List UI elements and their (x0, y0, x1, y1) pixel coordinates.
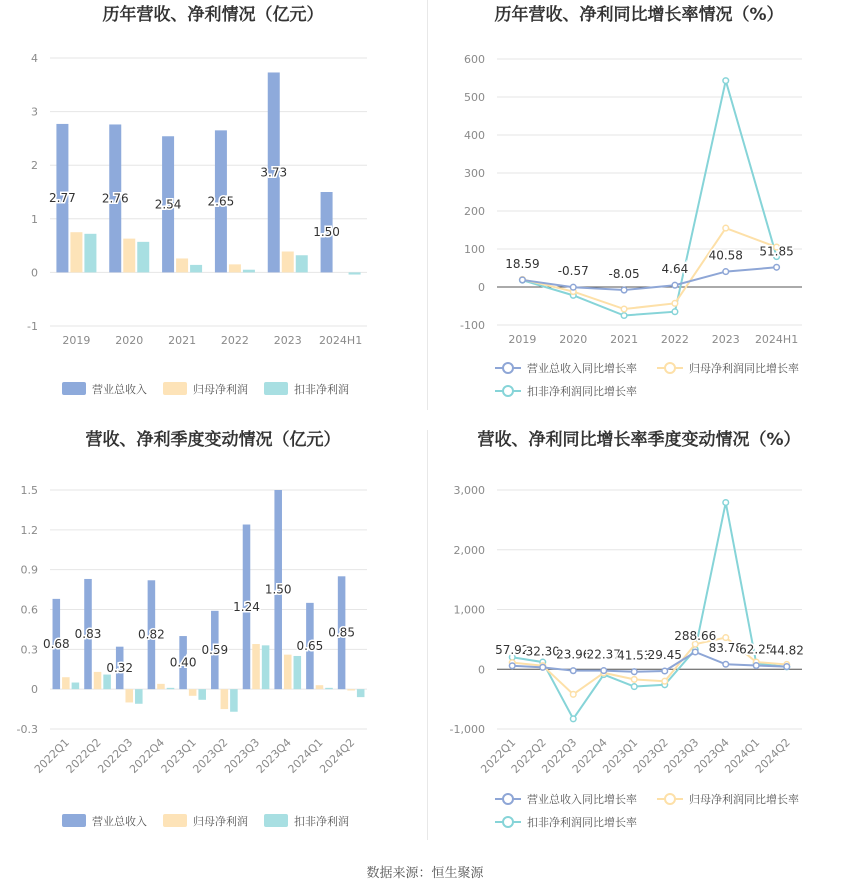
bar-net-profit (70, 232, 82, 272)
x-tick-label: 2019 (62, 334, 91, 347)
data-label: 3.73 (260, 165, 288, 180)
legend-marker (665, 363, 675, 373)
x-tick-label: 2023Q2 (630, 735, 671, 776)
data-label: 2.77 (49, 191, 76, 206)
point-net-profit-growth (570, 692, 576, 698)
y-tick-label: -100 (460, 319, 485, 332)
y-tick-label: 1.2 (20, 523, 38, 537)
y-tick-label: -1,000 (449, 723, 485, 736)
legend-label: 归母净利润 (193, 815, 248, 828)
point-revenue-growth (753, 663, 759, 669)
x-tick-label: 2022Q2 (508, 735, 549, 776)
x-tick-label: 2022 (220, 334, 249, 347)
x-tick-label: 2024Q1 (285, 735, 326, 776)
data-label: 1.50 (313, 225, 340, 240)
legend-swatch (62, 382, 86, 395)
point-revenue-growth (692, 649, 698, 655)
y-tick-label: 4 (31, 52, 38, 65)
bar-net-profit (94, 672, 102, 689)
x-tick-label: 2023Q3 (222, 735, 263, 776)
bar-net-profit (176, 258, 188, 272)
data-label: 0.59 (201, 642, 229, 657)
point-revenue-growth (774, 264, 780, 270)
data-label: 32.30 (525, 644, 560, 659)
x-tick-label: 2021 (610, 333, 639, 346)
data-label: 2.65 (207, 194, 235, 209)
legend-label: 营业总收入同比增长率 (527, 793, 637, 806)
data-label: 57.92 (495, 642, 530, 657)
x-tick-label: 2022 (660, 333, 689, 346)
x-tick-label: 2022Q1 (478, 735, 519, 776)
data-label: 0.83 (74, 627, 102, 642)
data-label: 1.50 (264, 582, 292, 597)
point-revenue-growth (723, 269, 729, 275)
point-deducted-profit-growth (672, 309, 678, 315)
legend-label: 扣非净利润 (294, 383, 349, 396)
point-deducted-profit-growth (570, 716, 576, 722)
y-tick-label: 3 (31, 105, 38, 119)
data-label: 0.65 (296, 639, 324, 654)
bar-net-profit (229, 264, 241, 272)
bar-deducted-profit (135, 689, 143, 704)
legend-marker (503, 817, 513, 827)
bar-net-profit (62, 677, 70, 689)
point-deducted-profit-growth (621, 313, 627, 319)
point-revenue-growth (723, 661, 729, 667)
bar-net-profit (252, 644, 260, 689)
x-tick-label: 2022Q3 (95, 735, 136, 776)
data-label: 0.85 (328, 625, 355, 640)
point-net-profit-growth (621, 306, 627, 312)
x-tick-label: 2023Q4 (691, 735, 732, 776)
x-tick-label: 2023Q1 (600, 735, 641, 776)
point-revenue-growth (631, 669, 637, 675)
point-deducted-profit-growth (631, 684, 637, 690)
x-tick-label: 2019 (508, 333, 537, 346)
legend-label: 扣非净利润同比增长率 (527, 385, 637, 398)
bar-deducted-profit (294, 656, 302, 689)
legend-label: 营业总收入同比增长率 (527, 362, 637, 375)
series-line-deducted-profit-growth (512, 503, 787, 719)
x-tick-label: 2020 (559, 333, 588, 346)
x-tick-label: 2022Q1 (31, 735, 72, 776)
data-label: 44.82 (769, 643, 804, 658)
point-net-profit-growth (723, 635, 729, 641)
bar-deducted-profit (72, 683, 80, 690)
bar-deducted-profit (243, 270, 255, 273)
x-tick-label: 2023Q2 (190, 735, 231, 776)
quarterly-growth-rate-chart (425, 425, 850, 845)
legend-marker (503, 386, 513, 396)
bar-net-profit (221, 689, 229, 709)
point-revenue-growth (570, 668, 576, 674)
data-label: -8.05 (608, 267, 640, 282)
x-tick-label: 2024Q2 (317, 735, 358, 776)
bar-net-profit (125, 689, 133, 702)
point-revenue-growth (672, 282, 678, 288)
bar-deducted-profit (190, 265, 202, 273)
legend-label: 扣非净利润 (294, 815, 349, 828)
legend-swatch (163, 814, 187, 827)
x-tick-label: 2023Q4 (253, 735, 294, 776)
legend-swatch (163, 382, 187, 395)
legend-label: 营业总收入 (92, 815, 147, 828)
y-tick-label: 0.9 (20, 563, 38, 577)
annual-growth-rate-chart (425, 0, 850, 410)
bar-net-profit (347, 689, 355, 690)
point-revenue-growth (662, 668, 668, 674)
data-label: 29.45 (647, 648, 682, 663)
chart-title: 营收、净利同比增长率季度变动情况（%） (477, 430, 801, 450)
bar-deducted-profit (137, 242, 149, 273)
x-tick-label: 2023Q3 (661, 735, 702, 776)
y-tick-label: 500 (464, 91, 485, 104)
bar-deducted-profit (103, 675, 111, 690)
legend-label: 归母净利润同比增长率 (689, 362, 799, 375)
y-tick-label: 0.6 (20, 603, 38, 617)
legend-marker (665, 794, 675, 804)
point-revenue-growth (540, 665, 546, 671)
bar-deducted-profit (325, 688, 333, 689)
bar-net-profit (189, 689, 197, 696)
legend-marker (503, 794, 513, 804)
x-tick-label: 2024Q1 (722, 735, 763, 776)
bar-deducted-profit (262, 645, 270, 689)
point-net-profit-growth (672, 301, 678, 307)
y-tick-label: 200 (464, 205, 485, 218)
data-source-note: 数据来源：恒生聚源 (366, 866, 484, 881)
data-label: 18.59 (505, 256, 540, 271)
bar-deducted-profit (357, 689, 365, 697)
data-label: 62.25 (739, 642, 774, 657)
data-label: 2.76 (101, 191, 129, 206)
x-tick-label: 2020 (115, 334, 144, 347)
data-label: 4.64 (661, 262, 689, 277)
x-tick-label: 2022Q3 (539, 735, 580, 776)
y-tick-label: 300 (464, 167, 485, 180)
data-label: 0.68 (42, 637, 70, 652)
data-label: 0.32 (106, 660, 134, 675)
data-label: 51.85 (759, 244, 794, 259)
point-net-profit-growth (662, 678, 668, 684)
y-tick-label: 600 (464, 53, 485, 66)
data-label: 2.54 (154, 197, 182, 212)
y-tick-label: 0.3 (20, 643, 38, 657)
point-revenue-growth (509, 663, 515, 669)
point-deducted-profit-growth (723, 500, 729, 506)
x-tick-label: 2024Q2 (752, 735, 793, 776)
bar-net-profit (284, 655, 292, 690)
point-net-profit-growth (631, 677, 637, 683)
data-label: 83.78 (708, 641, 743, 656)
bar-deducted-profit (84, 234, 96, 273)
y-tick-label: 1 (31, 212, 38, 226)
bar-net-profit (123, 239, 135, 273)
data-label: 0.82 (138, 627, 165, 642)
x-tick-label: 2023Q1 (158, 735, 199, 776)
bar-deducted-profit (167, 688, 175, 689)
data-label: 288.66 (674, 629, 717, 644)
y-tick-label: -1 (27, 320, 38, 333)
x-tick-label: 2021 (168, 334, 197, 347)
x-tick-label: 2024H1 (754, 333, 799, 346)
legend-label: 扣非净利润同比增长率 (527, 816, 637, 829)
point-revenue-growth (601, 668, 607, 674)
point-net-profit-growth (723, 225, 729, 231)
legend-label: 归母净利润同比增长率 (689, 793, 799, 806)
x-tick-label: 2024H1 (318, 334, 363, 347)
point-revenue-growth (520, 277, 526, 283)
legend-label: 营业总收入 (92, 383, 147, 396)
y-tick-label: 2 (31, 159, 38, 173)
bar-deducted-profit (296, 255, 308, 272)
y-tick-label: 100 (464, 243, 485, 256)
legend-marker (503, 363, 513, 373)
chart-title: 历年营收、净利情况（亿元） (102, 5, 324, 25)
x-tick-label: 2023 (273, 334, 302, 347)
x-tick-label: 2022Q2 (63, 735, 104, 776)
point-revenue-growth (570, 284, 576, 290)
point-revenue-growth (784, 664, 790, 670)
x-tick-label: 2022Q4 (569, 735, 610, 776)
data-label: 23.96 (556, 647, 591, 662)
y-tick-label: 2,000 (453, 543, 485, 557)
legend-swatch (264, 814, 288, 827)
bar-net-profit (157, 684, 165, 689)
data-label: 0.40 (169, 655, 197, 670)
y-tick-label: 0 (478, 663, 485, 677)
y-tick-label: 0 (478, 281, 485, 294)
point-deducted-profit-growth (723, 78, 729, 84)
y-tick-label: 3,000 (453, 484, 485, 497)
legend-label: 归母净利润 (193, 383, 248, 396)
y-tick-label: 0 (31, 266, 38, 280)
legend-swatch (264, 382, 288, 395)
data-label: -0.57 (557, 264, 589, 279)
series-line-deducted-profit-growth (522, 81, 776, 316)
bar-net-profit (316, 685, 324, 689)
bar-deducted-profit (230, 689, 238, 712)
chart-title: 历年营收、净利同比增长率情况（%） (494, 5, 784, 25)
bar-deducted-profit (349, 272, 361, 274)
y-tick-label: -0.3 (16, 723, 38, 736)
x-tick-label: 2022Q4 (127, 735, 168, 776)
point-revenue-growth (621, 287, 627, 293)
quarterly-revenue-profit-chart (0, 425, 425, 845)
y-tick-label: 1,000 (453, 603, 485, 617)
annual-revenue-profit-chart (0, 0, 425, 410)
legend-swatch (62, 814, 86, 827)
bar-deducted-profit (198, 689, 206, 700)
data-label: 1.24 (233, 599, 260, 614)
y-tick-label: 400 (464, 129, 485, 142)
chart-title: 营收、净利季度变动情况（亿元） (85, 430, 341, 450)
bar-net-profit (282, 251, 294, 272)
x-tick-label: 2023 (711, 333, 740, 346)
y-tick-label: 1.5 (20, 484, 38, 497)
data-label: 41.53 (617, 648, 652, 663)
y-tick-label: 0 (31, 683, 38, 697)
data-label: 22.37 (586, 647, 621, 662)
data-label: 40.58 (708, 248, 743, 263)
